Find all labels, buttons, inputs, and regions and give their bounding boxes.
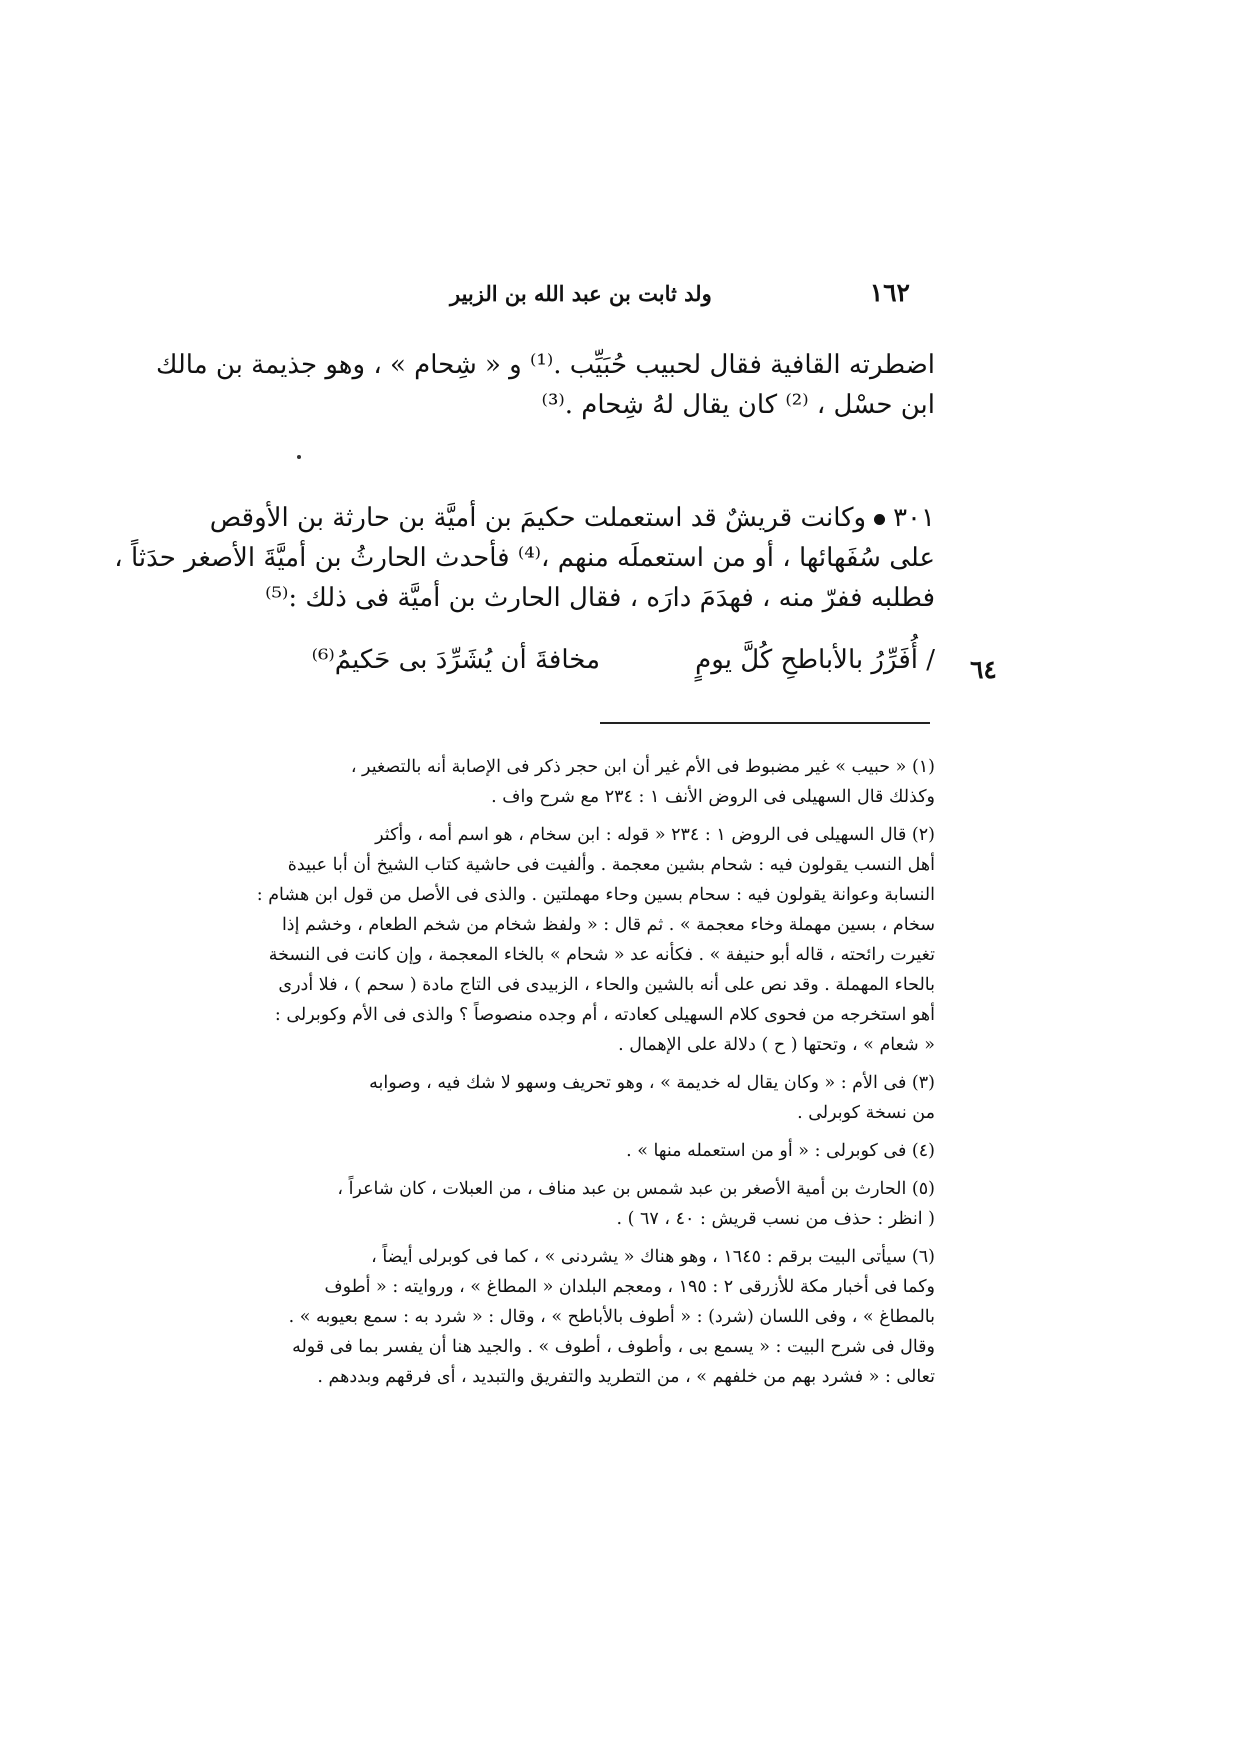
verse-first-hemistich: / أُفَرِّرُ بالأباطحِ كُلَّ يومٍ — [695, 645, 935, 675]
footnote-4 — [240, 1136, 935, 1166]
page-number: ١٦٢ — [869, 278, 910, 307]
footnotes — [240, 752, 935, 1400]
footnote-line: (٦) سيأتى البيت برقم : ١٦٤٥ ، وهو هناك « يشردنى » ، كما فى كوبرلى أيضاً ، — [371, 1247, 935, 1267]
text-line: ابن حسْل ، ⁽²⁾ كان يقال لهُ شِحام .⁽³⁾ — [541, 390, 935, 420]
footnote-line: بالحاء المهملة . وقد نص على أنه بالشين والحاء ، الزبيدى فى التاج مادة ( سحم ) ، فلا أدرى — [278, 975, 935, 995]
footnote-3 — [240, 1068, 935, 1128]
footnote-line: وكذلك قال السهيلى فى الروض الأنف ١ : ٢٣٤ مع شرح واف . — [491, 787, 935, 807]
footnote-line: ( انظر : حذف من نسب قريش : ٤٠ ، ٦٧ ) . — [616, 1209, 935, 1229]
footnote-line: (١) « حبيب » غير مضبوط فى الأم غير أن ابن حجر ذكر فى الإصابة أنه بالتصغير ، — [350, 757, 935, 777]
footnote-line: النسابة وعوانة يقولون فيه : سحام بسين وحاء مهملتين . والذى فى الأصل من قول ابن هشام : — [256, 885, 935, 905]
footnote-1 — [240, 752, 935, 812]
footnote-line: (٢) قال السهيلى فى الروض ١ : ٢٣٤ « قوله : ابن سخام ، هو اسم أمه ، وأكثر — [375, 825, 935, 845]
margin-number: ٦٤ — [970, 655, 997, 684]
verse-second-hemistich: مخافةَ أن يُشَرِّدَ بى حَكيمُ⁽⁶⁾ — [311, 645, 600, 675]
footnote-5 — [240, 1174, 935, 1234]
footnote-line: أهل النسب يقولون فيه : شحام بشين معجمة . وألفيت فى حاشية كتاب الشيخ أن أبا عبيدة — [287, 855, 935, 875]
text-line: وكانت قريشٌ قد استعملت حكيمَ بن أميَّة بن حارثة بن الأوقص — [209, 503, 867, 533]
text-line: فطلبه ففرّ منه ، فهدَمَ دارَه ، فقال الحارث بن أميَّة فى ذلك :⁽⁵⁾ — [265, 583, 935, 613]
main-text-block-2 — [114, 498, 935, 618]
text-line: اضطرته القافية فقال لحبيب حُبَيِّب .⁽¹⁾ و « شِحام » ، وهو جذيمة بن مالك — [155, 350, 935, 380]
footnote-line: بالمطاغ » ، وفى اللسان (شرد) : « أطوف بالأباطح » ، وقال : « شرد به : سمع بعيوبه » . — [288, 1307, 935, 1327]
footnote-line: وقال فى شرح البيت : « يسمع بى ، وأطوف ، أطوف » . والجيد هنا أن يفسر بما فى قوله — [292, 1337, 935, 1357]
footnote-2 — [240, 820, 935, 1060]
paragraph-first-line — [209, 498, 935, 538]
footnote-separator — [600, 722, 930, 724]
footnote-6 — [240, 1242, 935, 1392]
footnote-line: من نسخة كوبرلى . — [797, 1103, 935, 1123]
text-line: على سُفَهائها ، أو من استعملَه منهم ،⁽⁴⁾ فأحدث الحارثُ بن أميَّةَ الأصغر حدَثاً ، — [114, 543, 935, 573]
footnote-line: « شعام » ، وتحتها ( ح ) دلالة على الإهمال . — [618, 1035, 935, 1055]
footnote-line: (٥) الحارث بن أمية الأصغر بن عبد شمس بن عبد مناف ، من العبلات ، كان شاعراً ، — [337, 1179, 935, 1199]
main-text-block-1 — [155, 345, 935, 425]
footnote-line: تعالى : « فشرد بهم من خلفهم » ، من التطريد والتفريق والتبديد ، أى فرقهم وبددهم . — [317, 1367, 935, 1387]
footnote-line: سخام ، بسين مهملة وخاء معجمة » . ثم قال : « ولفظ شخام من شخم الطعام ، وخشم إذا — [281, 915, 935, 935]
bullet-icon — [874, 514, 885, 525]
footnote-line: (٤) فى كوبرلى : « أو من استعمله منها » . — [626, 1141, 935, 1161]
stray-dot — [297, 455, 301, 459]
running-title: ولد ثابت بن عبد الله بن الزبير — [450, 281, 712, 306]
paragraph-number: ٣٠١ — [893, 503, 935, 533]
footnote-line: (٣) فى الأم : « وكان يقال له خديمة » ، وهو تحريف وسهو لا شك فيه ، وصوابه — [369, 1073, 935, 1093]
footnote-line: وكما فى أخبار مكة للأزرقى ٢ : ١٩٥ ، ومعجم البلدان « المطاغ » ، وروايته : « أطوف — [324, 1277, 935, 1297]
running-header — [450, 278, 910, 307]
footnote-line: تغيرت رائحته ، قاله أبو حنيفة » . فكأنه عد « شحام » بالخاء المعجمة ، وإن كانت فى النسخة — [268, 945, 935, 965]
footnote-line: أهو استخرجه من فحوى كلام السهيلى كعادته ، أم وجده منصوصاً ؟ والذى فى الأم وكوبرلى : — [274, 1005, 935, 1025]
verse — [245, 645, 935, 695]
